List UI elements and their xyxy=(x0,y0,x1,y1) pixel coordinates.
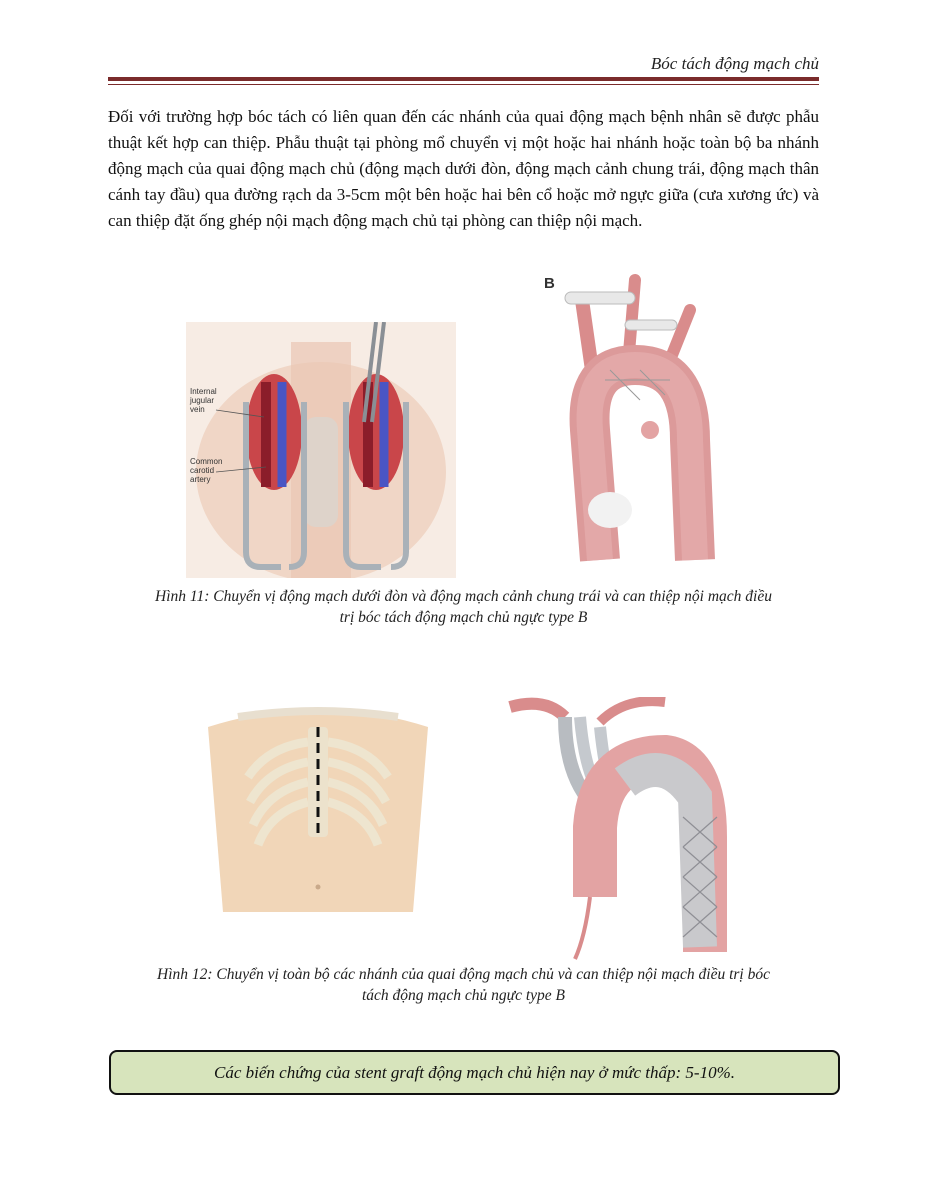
label-jugular-2: jugular xyxy=(190,396,215,405)
header-rule xyxy=(108,77,819,81)
figure11-caption-line2: trị bóc tách động mạch chủ ngực type B xyxy=(339,609,588,626)
body-paragraph: Đối với trường hợp bóc tách có liên quan đến các nhánh của quai động mạch bệnh nhân sẽ được phẫu thuật kết hợp can thiệp. Phẫu thuật tại phòng mổ chuyển vị một hoặc hai nhánh hoặc toàn bộ ba nhánh động mạch của quai động mạch chủ (động mạch dưới đòn, động mạch cảnh chung trái, động mạch thân cánh tay đầu) qua đường rạch da 3-5cm một bên hoặc hai bên cổ hoặc mở ngực giữa (cưa xương ức) và can thiệp đặt ống ghép nội mạch động mạch chủ tại phòng can thiệp nội mạch. xyxy=(108,107,819,230)
figure11-caption xyxy=(130,586,797,628)
label-jugular-1: Internal xyxy=(190,387,217,396)
figure12-sternotomy-illustration xyxy=(198,697,438,917)
panel-label-b: B xyxy=(544,275,555,292)
figure12-caption-line1: Hình 12: Chuyển vị toàn bộ các nhánh của quai động mạch chủ và can thiệp nội mạch điều trị bóc xyxy=(157,966,770,983)
label-carotid-1: Common xyxy=(190,457,223,466)
figure11-caption-line1: Hình 11: Chuyển vị động mạch dưới đòn và động mạch cảnh chung trái và can thiệp nội mạch điều xyxy=(155,588,772,605)
label-carotid-3: artery xyxy=(190,475,211,484)
callout-text: Các biến chứng của stent graft động mạch chủ hiện nay ở mức thấp: 5-10%. xyxy=(214,1062,735,1082)
label-carotid-2: carotid xyxy=(190,466,215,475)
figure12-caption-line2: tách động mạch chủ ngực type B xyxy=(361,987,565,1004)
figure12-debranching-stent-graft-illustration xyxy=(505,697,735,962)
header-rule-thin xyxy=(108,84,819,85)
label-jugular-3: vein xyxy=(190,405,205,414)
complications-callout-box xyxy=(109,1050,840,1095)
figure12-caption xyxy=(130,964,797,1006)
figure11-neck-surgery-illustration xyxy=(186,322,456,578)
figure11-aortic-arch-graft-illustration xyxy=(540,270,720,575)
page-header-title: Bóc tách động mạch chủ xyxy=(650,54,819,73)
